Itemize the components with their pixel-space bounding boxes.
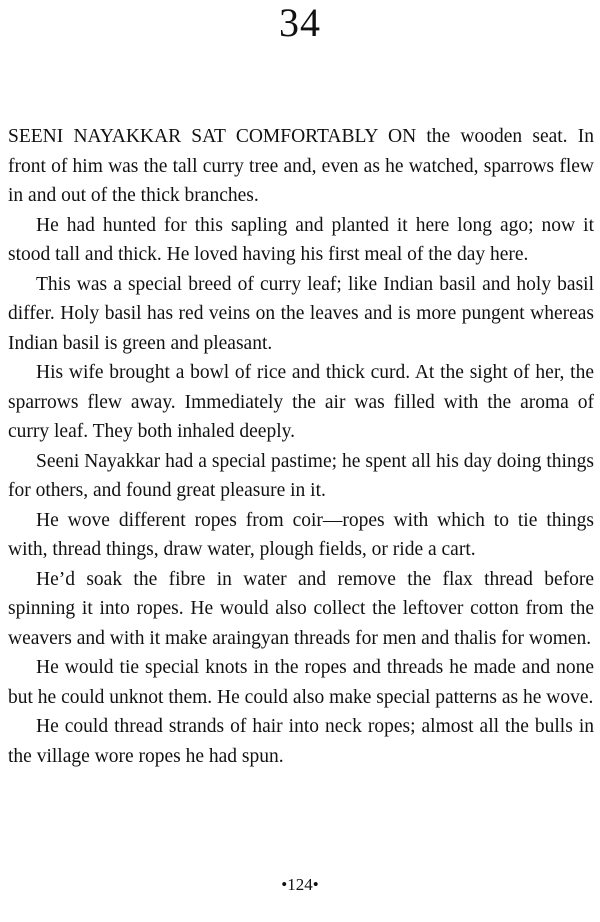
- paragraph: This was a special breed of curry leaf; like Indian basil and holy basil differ. Holy basil has red veins on the leaves and is more pungent whereas Indian basil is green and pleasant.: [8, 273, 594, 354]
- paragraph: His wife brought a bowl of rice and thick curd. At the sight of her, the sparrows flew away. Immediately the air was filled with the aroma of curry leaf. They both inhaled deeply.: [8, 362, 594, 442]
- opening-paragraph: [8, 122, 594, 211]
- opening-small-caps: SEENI NAYAKKAR SAT COMFORTABLY ON: [8, 126, 417, 147]
- paragraph: Seeni Nayakkar had a special pastime; he spent all his day doing things for others, and found great pleasure in it.: [8, 450, 594, 501]
- paragraph: He had hunted for this sapling and planted it here long ago; now it stood tall and thick. He loved having his first meal of the day here.: [8, 214, 594, 265]
- chapter-number: 34: [279, 0, 321, 45]
- opening-text: the wooden seat. In front of him was the tall curry tree and, even as he watched, sparrows flew in and out of the thick branches.: [8, 126, 594, 206]
- paragraph: He’d soak the fibre in water and remove the flax thread before spinning it into ropes. He would also collect the leftover cotton from the weavers and with it make araingyan threads for men and thalis for women.: [8, 568, 594, 649]
- paragraph: He could thread strands of hair into neck ropes; almost all the bulls in the village wore ropes he had spun.: [8, 716, 594, 767]
- page-number: •124•: [281, 875, 319, 894]
- chapter-body: [8, 122, 594, 771]
- paragraph: He wove different ropes from coir—ropes with which to tie things with, thread things, draw water, plough fields, or ride a cart.: [8, 509, 594, 560]
- paragraph: He would tie special knots in the ropes and threads he made and none but he could unknot them. He could also make special patterns as he wove.: [8, 657, 594, 708]
